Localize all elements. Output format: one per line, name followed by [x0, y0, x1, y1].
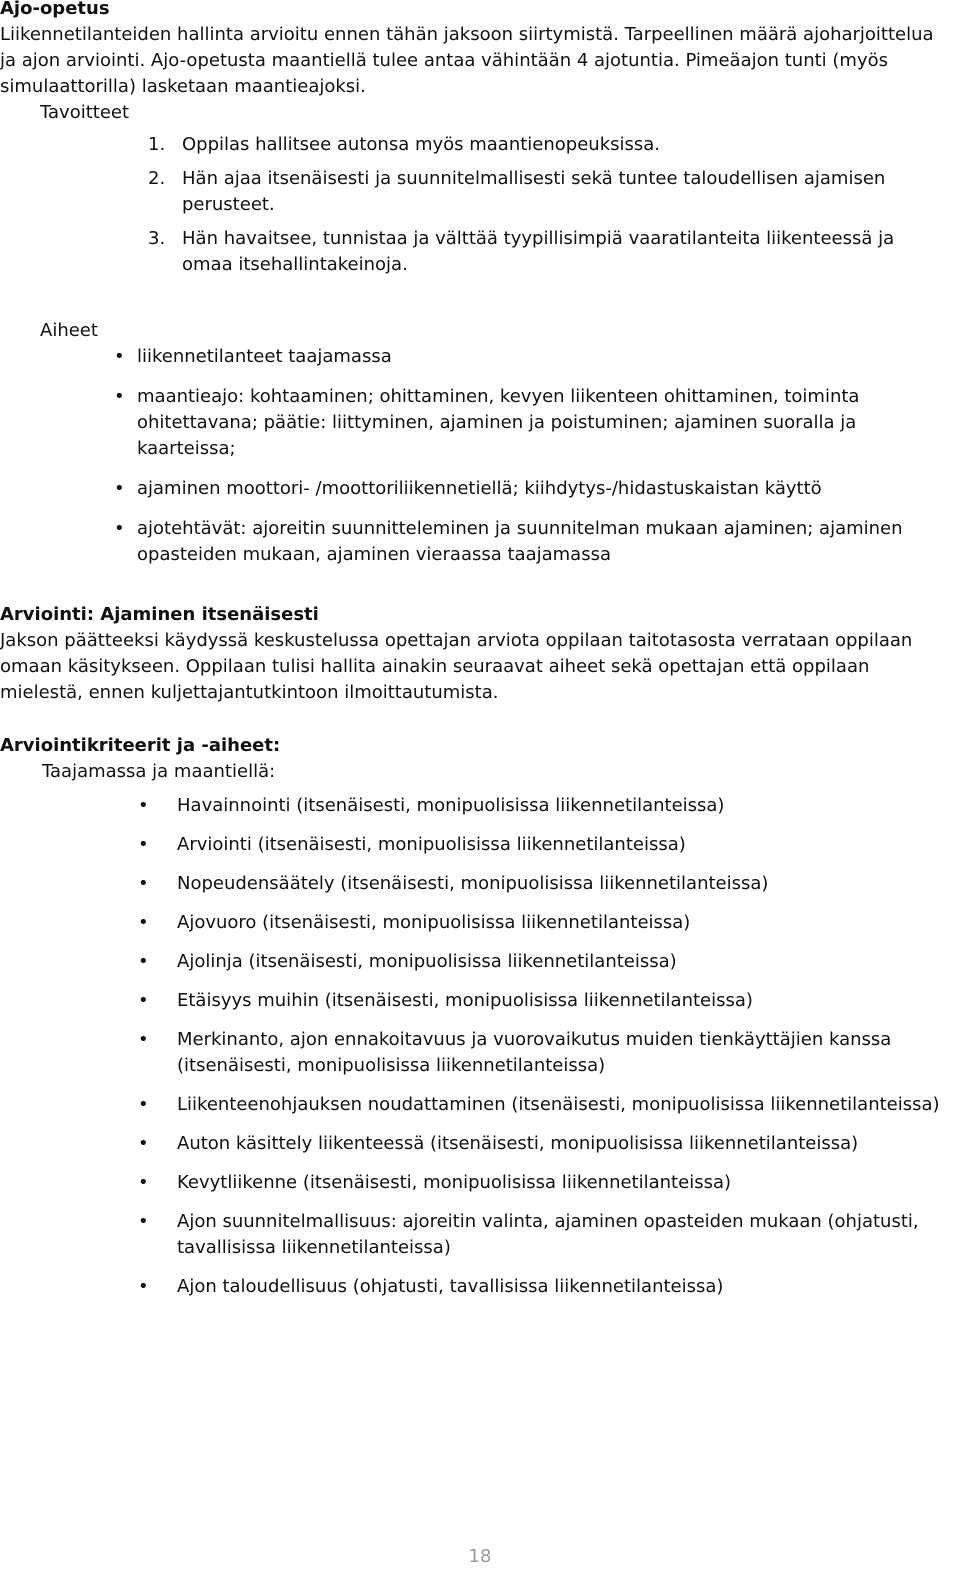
criteria-item [0, 1209, 950, 1261]
section-title: Ajo-opetus [0, 0, 110, 19]
criteria-item [0, 832, 950, 858]
criteria-text: Ajolinja (itsenäisesti, monipuolisissa liikennetilanteissa) [177, 951, 677, 972]
goal-text: Hän ajaa itsenäisesti ja suunnitelmallisesti sekä tuntee taloudellisen ajamisen perusteet. [182, 168, 886, 215]
criteria-text: Nopeudensäätely (itsenäisesti, monipuolisissa liikennetilanteissa) [177, 873, 769, 894]
bullet-icon: • [138, 1172, 149, 1193]
criteria-item [0, 910, 950, 936]
page-number: 18 [468, 1546, 492, 1567]
assessment-section [0, 602, 950, 706]
topics-list [0, 318, 950, 568]
bullet-icon: • [138, 1133, 149, 1154]
topics-section [0, 318, 950, 582]
bullet-icon: • [138, 873, 149, 894]
goals-list [0, 132, 950, 278]
criteria-text: Havainnointi (itsenäisesti, monipuolisissa liikennetilanteissa) [177, 795, 725, 816]
bullet-icon: • [114, 478, 125, 499]
bullet-icon: • [138, 1276, 149, 1297]
criteria-item [0, 1092, 950, 1118]
criteria-title: Arviointikriteerit ja -aiheet: [0, 735, 281, 756]
topic-text: ajaminen moottori- /moottoriliikennetiellä; kiihdytys-/hidastuskaistan käyttö [137, 478, 822, 499]
topic-text: ajotehtävät: ajoreitin suunnitteleminen ja suunnitelman mukaan ajaminen; ajaminen opasteiden mukaan, ajaminen vieraassa taajamassa [137, 518, 903, 565]
criteria-text: Etäisyys muihin (itsenäisesti, monipuolisissa liikennetilanteissa) [177, 990, 753, 1011]
goal-item [0, 226, 950, 278]
criteria-text: Liikenteenohjauksen noudattaminen (itsenäisesti, monipuolisissa liikennetilanteissa) [177, 1094, 940, 1115]
topics-title: Aiheet [40, 320, 98, 341]
bullet-icon: • [138, 795, 149, 816]
criteria-text: Auton käsittely liikenteessä (itsenäisesti, monipuolisissa liikennetilanteissa) [177, 1133, 859, 1154]
criteria-text: Merkinanto, ajon ennakoitavuus ja vuorovaikutus muiden tienkäyttäjien kanssa (itsenäisesti, monipuolisissa liikennetilanteissa) [177, 1029, 892, 1076]
goals-title: Tavoitteet [40, 102, 130, 123]
criteria-text: Kevytliikenne (itsenäisesti, monipuolisissa liikennetilanteissa) [177, 1172, 732, 1193]
criteria-item [0, 793, 950, 819]
criteria-item [0, 1170, 950, 1196]
criteria-item [0, 871, 950, 897]
bullet-icon: • [138, 834, 149, 855]
bullet-icon: • [138, 912, 149, 933]
bullet-icon: • [114, 386, 125, 407]
bullet-icon: • [138, 1029, 149, 1050]
bullet-icon: • [114, 346, 125, 367]
criteria-item [0, 949, 950, 975]
criteria-item [0, 1274, 950, 1300]
section-ajo-opetus [0, 0, 950, 100]
criteria-item [0, 1027, 950, 1079]
bullet-icon: • [138, 1094, 149, 1115]
topic-text: liikennetilanteet taajamassa [137, 346, 392, 367]
assessment-text: Jakson päätteeksi käydyssä keskustelussa opettajan arviota oppilaan taitotasosta verrataan oppilaan omaan käsitykseen. Oppilaan tulisi hallita ainakin seuraavat aiheet sekä opettajan että oppilaan mielestä, ennen kuljettajantutkintoon ilmoittautumista. [0, 630, 913, 703]
goal-number: 3. [148, 228, 166, 249]
criteria-text: Ajon taloudellisuus (ohjatusti, tavallisissa liikennetilanteissa) [177, 1276, 724, 1297]
criteria-text: Ajovuoro (itsenäisesti, monipuolisissa liikennetilanteissa) [177, 912, 691, 933]
bullet-icon: • [138, 990, 149, 1011]
bullet-icon: • [114, 518, 125, 539]
criteria-item [0, 988, 950, 1014]
criteria-intro: Taajamassa ja maantiellä: [42, 761, 276, 782]
topic-item [0, 516, 950, 568]
topic-item [0, 344, 950, 370]
goal-number: 2. [148, 168, 166, 189]
goal-number: 1. [148, 134, 166, 155]
criteria-text: Arviointi (itsenäisesti, monipuolisissa liikennetilanteissa) [177, 834, 686, 855]
bullet-icon: • [138, 1211, 149, 1232]
criteria-list [0, 793, 950, 1300]
goal-text: Oppilas hallitsee autonsa myös maantienopeuksissa. [182, 134, 661, 155]
bullet-icon: • [138, 951, 149, 972]
goal-item [0, 166, 950, 218]
goal-item [0, 132, 950, 158]
criteria-text: Ajon suunnitelmallisuus: ajoreitin valinta, ajaminen opasteiden mukaan (ohjatusti, tavallisissa liikennetilanteissa) [177, 1211, 919, 1258]
criteria-item [0, 1131, 950, 1157]
topic-item [0, 384, 950, 462]
assessment-title: Arviointi: Ajaminen itsenäisesti [0, 604, 319, 625]
criteria-section [0, 733, 950, 1313]
section-intro: Liikennetilanteiden hallinta arvioitu ennen tähän jaksoon siirtymistä. Tarpeellinen määrä ajoharjoittelua ja ajon arviointi. Ajo-opetusta maantiellä tulee antaa vähintään 4 ajotuntia. Pimeäajon tunti (myös simulaattorilla) lasketaan maantieajoksi. [0, 24, 934, 97]
topic-text: maantieajo: kohtaaminen; ohittaminen, kevyen liikenteen ohittaminen, toiminta ohitettavana; päätie: liittyminen, ajaminen ja poistuminen; ajaminen suoralla ja kaarteissa; [137, 386, 860, 459]
goal-text: Hän havaitsee, tunnistaa ja välttää tyypillisimpiä vaaratilanteita liikenteessä ja omaa itsehallintakeinoja. [182, 228, 895, 275]
goals-section [0, 100, 950, 286]
topic-item [0, 476, 950, 502]
